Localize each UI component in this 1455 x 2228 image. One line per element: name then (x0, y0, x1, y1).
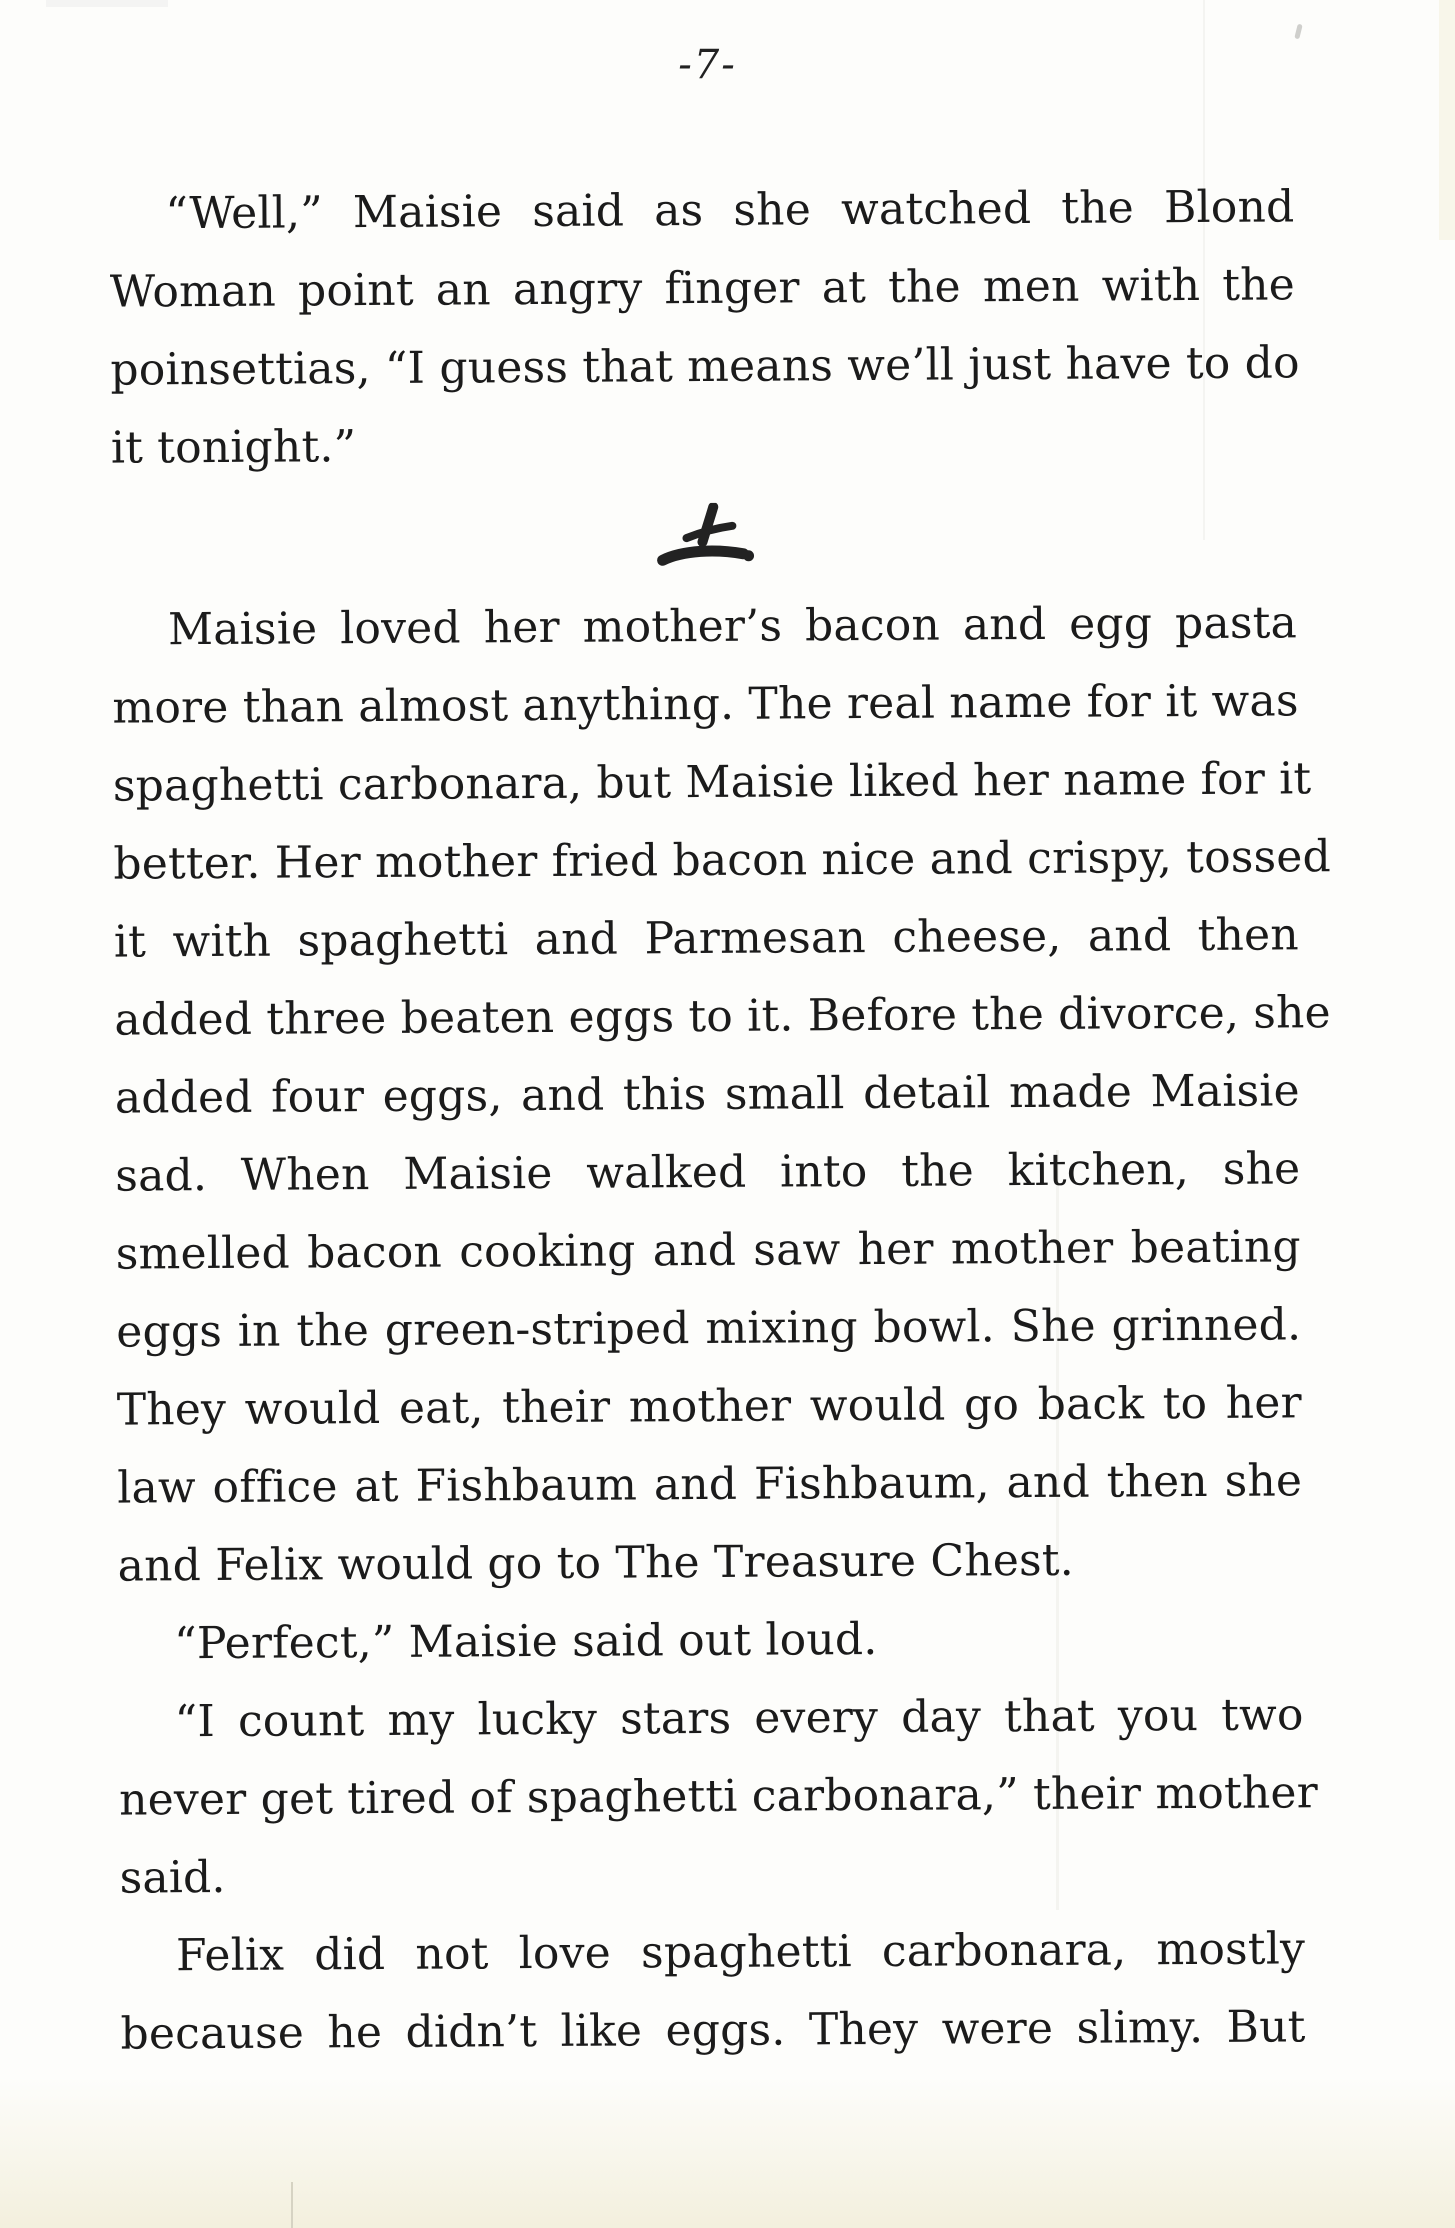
text-line: more than almost anything. The real name for it was (112, 675, 1299, 734)
section-break-brush-icon (111, 480, 1297, 591)
text-line: “I count my lucky stars every day that you two (174, 1689, 1304, 1748)
text-line: “Well,” Maisie said as she watched the Blond (165, 181, 1295, 240)
scan-artifact-bottom-line (291, 2182, 293, 2228)
text-line: never get tired of spaghetti carbonara,” their mother (118, 1767, 1319, 1826)
text-line: better. Her mother fried bacon nice and crispy, tossed (113, 831, 1332, 890)
page-number: -7- (678, 42, 737, 88)
scan-artifact-bottom-tint (0, 2078, 1455, 2228)
text-line: “Perfect,” Maisie said out loud. (174, 1613, 878, 1670)
paragraph (112, 584, 1332, 1605)
paragraph (118, 1676, 1319, 1917)
text-line: They would eat, their mother would go back to her (116, 1377, 1302, 1436)
text-line: Woman point an angry finger at the men with the (109, 259, 1296, 318)
text-line: added three beaten eggs to it. Before the divorce, she (114, 987, 1331, 1046)
scan-artifact-top-strip (46, 0, 168, 7)
text-line: Felix did not love spaghetti carbonara, mostly (175, 1923, 1306, 1982)
text-line: Maisie loved her mother’s bacon and egg pasta (167, 597, 1298, 656)
scan-artifact-speck (1294, 24, 1302, 40)
text-column (109, 168, 1332, 2073)
text-line: because he didn’t like eggs. They were slimy. But (120, 2001, 1306, 2060)
paragraph (118, 1598, 1303, 1683)
text-line: added four eggs, and this small detail made Maisie (114, 1065, 1300, 1124)
text-line: law office at Fishbaum and Fishbaum, and then she (117, 1455, 1303, 1514)
text-line: smelled bacon cooking and saw her mother beating (115, 1221, 1301, 1280)
text-line: poinsettias, “I guess that means we’ll just have to do (110, 337, 1300, 396)
text-line: eggs in the green-striped mixing bowl. She grinned. (116, 1299, 1302, 1358)
text-line: it tonight.” (110, 421, 357, 474)
paragraph (120, 1910, 1306, 2073)
scan-artifact-right-edge (1439, 0, 1455, 240)
text-line: spaghetti carbonara, but Maisie liked her name for it (112, 753, 1312, 812)
text-line: sad. When Maisie walked into the kitchen, she (115, 1143, 1301, 1202)
paragraph (109, 168, 1300, 487)
text-line: it with spaghetti and Parmesan cheese, and then (113, 909, 1300, 968)
text-line: said. (119, 1851, 226, 1904)
text-line: and Felix would go to The Treasure Chest. (117, 1534, 1075, 1592)
